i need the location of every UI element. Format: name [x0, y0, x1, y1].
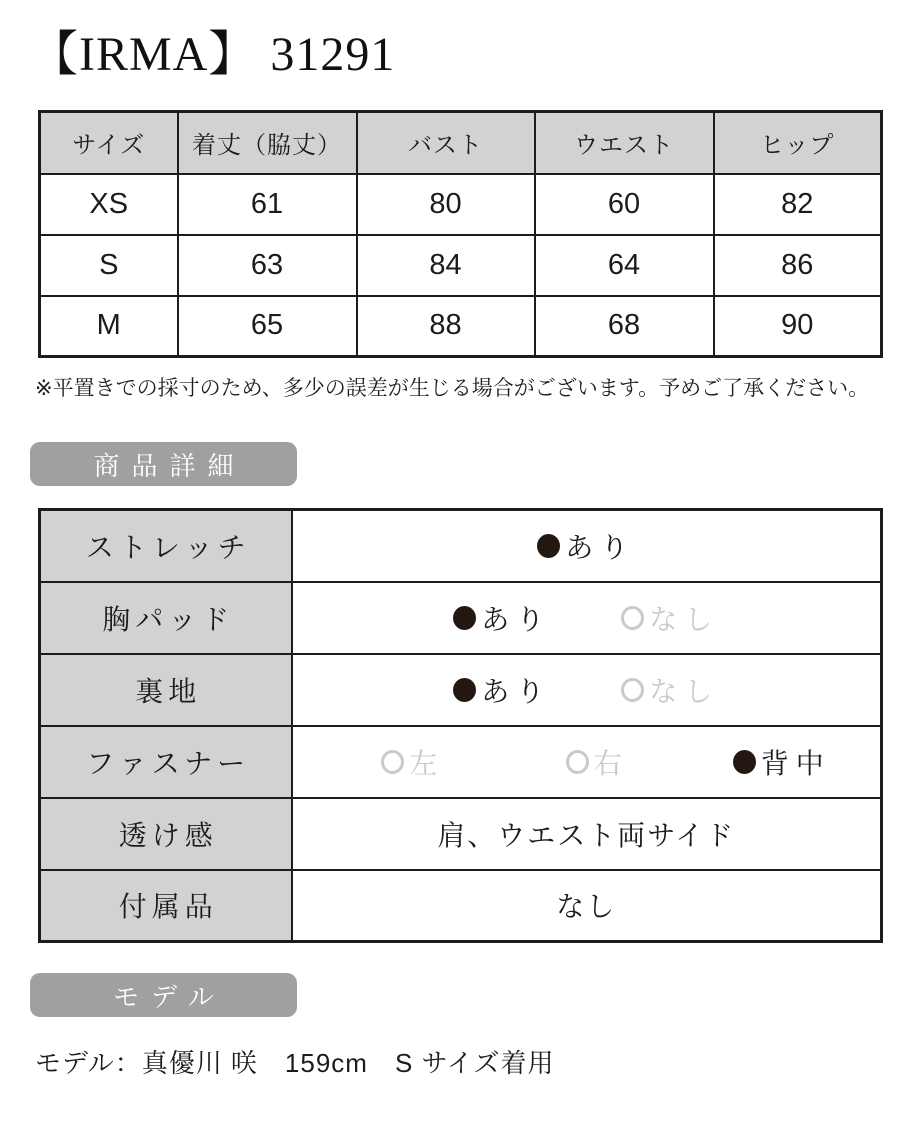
model-info: モデル：真優川 咲 159cm S サイズ着用: [35, 1048, 555, 1078]
radio-filled-icon: [453, 606, 476, 630]
size-value-cell: 63: [178, 235, 357, 296]
size-row-xs: [40, 174, 882, 235]
size-name-cell: M: [40, 296, 178, 357]
detail-options: [293, 742, 881, 782]
size-value-cell: 61: [178, 174, 357, 235]
size-value-cell: 64: [535, 235, 714, 296]
size-chart-table: [38, 110, 883, 358]
detail-label: ストレッチ: [40, 510, 292, 582]
page-title: 【IRMA】 31291: [30, 28, 396, 81]
option-unselected: [505, 742, 690, 782]
detail-label: 胸パッド: [40, 582, 292, 654]
size-column-header: ヒップ: [714, 112, 882, 174]
product-details-table: [38, 508, 883, 943]
radio-empty-icon: [566, 750, 589, 774]
radio-empty-icon: [621, 678, 644, 702]
size-value-cell: 86: [714, 235, 882, 296]
size-value-cell: 84: [357, 235, 535, 296]
size-value-cell: 68: [535, 296, 714, 357]
detail-options: [293, 670, 881, 710]
size-value-cell: 90: [714, 296, 882, 357]
measurement-note: ※平置きでの採寸のため、多少の誤差が生じる場合がございます。予めご了承ください。: [35, 377, 870, 400]
option-label: 右: [593, 747, 629, 779]
size-name-cell: XS: [40, 174, 178, 235]
size-row-m: [40, 296, 882, 357]
detail-row: [40, 726, 882, 798]
size-value-cell: 82: [714, 174, 882, 235]
detail-label: ファスナー: [40, 726, 292, 798]
section-heading-product-details: 商品詳細: [30, 442, 297, 486]
option-label: なし: [649, 675, 720, 707]
size-value-cell: 60: [535, 174, 714, 235]
radio-empty-icon: [621, 606, 644, 630]
option-label: なし: [649, 603, 720, 635]
detail-value: なし: [292, 870, 882, 942]
option-label: あり: [481, 675, 552, 707]
detail-row: [40, 654, 882, 726]
size-column-header: サイズ: [40, 112, 178, 174]
detail-row: [40, 510, 882, 582]
radio-empty-icon: [381, 750, 404, 774]
detail-value: [292, 726, 882, 798]
size-row-s: [40, 235, 882, 296]
detail-value: [292, 582, 882, 654]
section-heading-model: モデル: [30, 973, 297, 1017]
detail-options: [293, 526, 881, 566]
option-selected: [537, 526, 635, 566]
detail-options: [293, 598, 881, 638]
option-unselected: [621, 670, 719, 710]
radio-filled-icon: [537, 534, 560, 558]
option-selected: [690, 742, 875, 782]
option-unselected: [621, 598, 719, 638]
radio-filled-icon: [453, 678, 476, 702]
option-selected: [453, 598, 551, 638]
detail-value: [292, 654, 882, 726]
detail-value: 肩、ウエスト両サイド: [292, 798, 882, 870]
size-value-cell: 80: [357, 174, 535, 235]
size-value-cell: 65: [178, 296, 357, 357]
detail-label: 裏地: [40, 654, 292, 726]
size-column-header: 着丈（脇丈）: [178, 112, 357, 174]
option-label: あり: [481, 603, 552, 635]
detail-value: [292, 510, 882, 582]
detail-row: [40, 582, 882, 654]
detail-label: 透け感: [40, 798, 292, 870]
option-label: 背中: [760, 747, 831, 779]
option-label: あり: [565, 531, 636, 563]
size-column-header: バスト: [357, 112, 535, 174]
detail-row: [40, 870, 882, 942]
size-column-header: ウエスト: [535, 112, 714, 174]
option-selected: [453, 670, 551, 710]
radio-filled-icon: [733, 750, 756, 774]
option-unselected: [321, 742, 506, 782]
detail-label: 付属品: [40, 870, 292, 942]
size-value-cell: 88: [357, 296, 535, 357]
size-name-cell: S: [40, 235, 178, 296]
size-table-header-row: [40, 112, 882, 174]
detail-row: [40, 798, 882, 870]
option-label: 左: [409, 747, 445, 779]
